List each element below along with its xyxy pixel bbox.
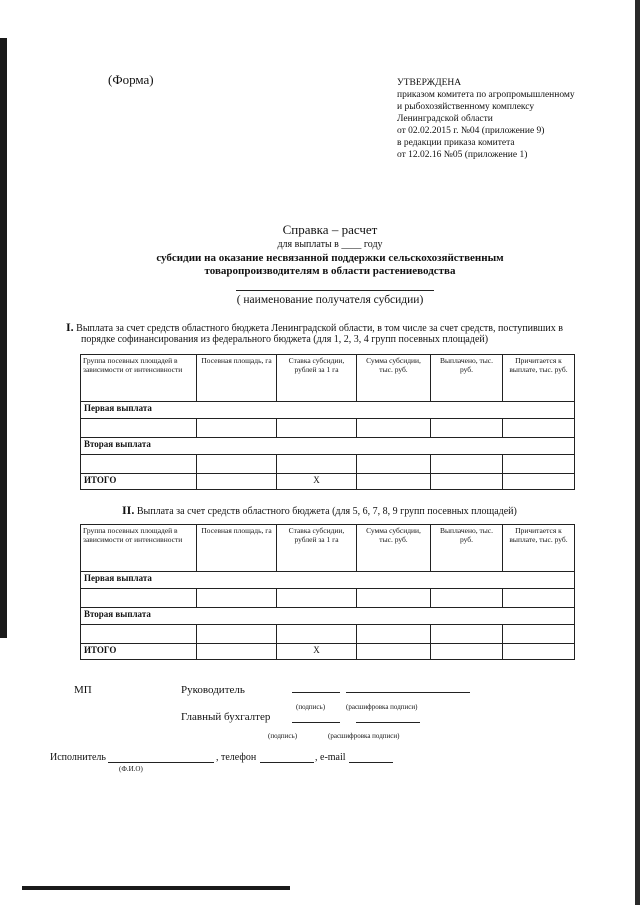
phone-field[interactable] bbox=[260, 762, 314, 763]
table-cell[interactable] bbox=[431, 474, 503, 490]
table-cell[interactable] bbox=[81, 589, 197, 608]
executor-label: Исполнитель bbox=[50, 752, 106, 763]
table-cell[interactable] bbox=[503, 455, 575, 474]
section-1-text-1: Выплата за счет средств областного бюджета Ленинградской области, в том числе за счет средств, поступивших в bbox=[76, 323, 563, 334]
document-title: Справка – расчет bbox=[282, 222, 378, 237]
phone-label: , телефон bbox=[216, 752, 257, 763]
scan-edge-bottom bbox=[22, 886, 290, 890]
first-payment-label: Первая выплата bbox=[81, 402, 575, 419]
second-payment-label: Вторая выплата bbox=[81, 608, 575, 625]
accountant-name-field[interactable] bbox=[356, 722, 420, 723]
table-cell[interactable] bbox=[197, 474, 277, 490]
scan-edge-left bbox=[0, 38, 7, 638]
table-cell[interactable] bbox=[197, 419, 277, 438]
table-row bbox=[81, 589, 575, 608]
table-cell[interactable] bbox=[81, 455, 197, 474]
approval-line: приказом комитета по агропромышленному bbox=[397, 90, 575, 100]
decode-caption: (расшифровка подписи) bbox=[328, 732, 400, 740]
chief-accountant-label: Главный бухгалтер bbox=[181, 711, 271, 723]
table-cell[interactable] bbox=[431, 625, 503, 644]
col-header-due: Причитается к выплате, тыс. руб. bbox=[503, 355, 575, 402]
section-2-table bbox=[80, 524, 575, 660]
decode-caption: (расшифровка подписи) bbox=[346, 703, 418, 711]
table-cell[interactable] bbox=[197, 455, 277, 474]
table-cell[interactable] bbox=[277, 589, 357, 608]
table-row bbox=[81, 438, 575, 455]
table-cell[interactable] bbox=[503, 625, 575, 644]
table-cell[interactable] bbox=[357, 419, 431, 438]
section-1-text-2: порядке софинансирования из федерального бюджета (для 1, 2, 3, 4 групп посевных площадей) bbox=[81, 334, 489, 345]
fio-caption: (Ф.И.О) bbox=[119, 765, 143, 773]
approval-block bbox=[397, 77, 575, 161]
form-label: (Форма) bbox=[108, 72, 154, 87]
signature-caption: (подпись) bbox=[268, 732, 298, 740]
recipient-caption: ( наименование получателя субсидии) bbox=[236, 294, 424, 306]
section-1-heading-cont bbox=[81, 334, 488, 346]
table-cell[interactable] bbox=[357, 455, 431, 474]
table-cell[interactable] bbox=[503, 474, 575, 490]
col-header-sum: Сумма субсидии, тыс. руб. bbox=[357, 525, 431, 572]
col-header-group: Группа посевных площадей в зависимости от интенсивности bbox=[81, 525, 197, 572]
email-field[interactable] bbox=[349, 762, 393, 763]
col-header-area: Посевная площадь, га bbox=[197, 355, 277, 402]
x-mark: Х bbox=[277, 474, 357, 490]
table-cell[interactable] bbox=[197, 644, 277, 660]
table-cell[interactable] bbox=[431, 589, 503, 608]
second-payment-label: Вторая выплата bbox=[81, 438, 575, 455]
approval-line: от 12.02.16 №05 (приложение 1) bbox=[397, 150, 528, 160]
total-label: ИТОГО bbox=[81, 474, 197, 490]
table-cell[interactable] bbox=[503, 644, 575, 660]
table-cell[interactable] bbox=[277, 455, 357, 474]
table-row bbox=[81, 608, 575, 625]
table-header-row bbox=[81, 525, 575, 572]
table-cell[interactable] bbox=[277, 419, 357, 438]
table-cell[interactable] bbox=[81, 419, 197, 438]
table-cell[interactable] bbox=[503, 589, 575, 608]
email-label: , e-mail bbox=[315, 752, 346, 763]
table-cell[interactable] bbox=[431, 455, 503, 474]
subtitle-line-1: субсидии на оказание несвязанной поддержки сельскохозяйственным bbox=[156, 252, 504, 264]
table-cell[interactable] bbox=[197, 625, 277, 644]
col-header-group: Группа посевных площадей в зависимости от интенсивности bbox=[81, 355, 197, 402]
table-row bbox=[81, 625, 575, 644]
table-cell[interactable] bbox=[197, 589, 277, 608]
table-row bbox=[81, 402, 575, 419]
table-cell[interactable] bbox=[277, 625, 357, 644]
signature-caption: (подпись) bbox=[296, 703, 326, 711]
section-1-heading bbox=[66, 321, 563, 335]
table-row bbox=[81, 455, 575, 474]
table-cell[interactable] bbox=[431, 644, 503, 660]
approval-line: в редакции приказа комитета bbox=[397, 138, 515, 148]
table-cell[interactable] bbox=[357, 625, 431, 644]
col-header-due: Причитается к выплате, тыс. руб. bbox=[503, 525, 575, 572]
x-mark: Х bbox=[277, 644, 357, 660]
approval-line: и рыбохозяйственному комплексу bbox=[397, 102, 535, 112]
executor-name-field[interactable] bbox=[108, 762, 214, 763]
col-header-paid: Выплачено, тыс. руб. bbox=[431, 355, 503, 402]
approval-heading: УТВЕРЖДЕНА bbox=[397, 78, 462, 88]
table-total-row bbox=[81, 644, 575, 660]
approval-line: от 02.02.2015 г. №04 (приложение 9) bbox=[397, 126, 545, 136]
first-payment-label: Первая выплата bbox=[81, 572, 575, 589]
col-header-paid: Выплачено, тыс. руб. bbox=[431, 525, 503, 572]
accountant-signature-field[interactable] bbox=[292, 722, 340, 723]
document-subtitle bbox=[60, 252, 600, 278]
section-1-table bbox=[80, 354, 575, 490]
table-cell[interactable] bbox=[357, 474, 431, 490]
table-header-row bbox=[81, 355, 575, 402]
head-label: Руководитель bbox=[181, 684, 245, 696]
head-signature-field[interactable] bbox=[292, 692, 340, 693]
year-line: для выплаты в ____ году bbox=[277, 239, 383, 250]
approval-line: Ленинградской области bbox=[397, 114, 493, 124]
table-cell[interactable] bbox=[431, 419, 503, 438]
table-cell[interactable] bbox=[81, 625, 197, 644]
section-2-heading bbox=[122, 504, 517, 518]
stamp-place-label: МП bbox=[74, 684, 92, 696]
table-cell[interactable] bbox=[357, 644, 431, 660]
scan-edge-right bbox=[635, 0, 640, 905]
table-row bbox=[81, 419, 575, 438]
head-name-field[interactable] bbox=[346, 692, 470, 693]
col-header-rate: Ставка субсидии, рублей за 1 га bbox=[277, 355, 357, 402]
section-1-numeral: I. bbox=[66, 320, 74, 334]
table-cell[interactable] bbox=[503, 419, 575, 438]
subtitle-line-2: товаропроизводителям в области растениеводства bbox=[204, 265, 456, 277]
section-2-text: Выплата за счет средств областного бюджета (для 5, 6, 7, 8, 9 групп посевных площадей) bbox=[136, 506, 517, 517]
table-cell[interactable] bbox=[357, 589, 431, 608]
total-label: ИТОГО bbox=[81, 644, 197, 660]
col-header-rate: Ставка субсидии, рублей за 1 га bbox=[277, 525, 357, 572]
table-total-row bbox=[81, 474, 575, 490]
table-row bbox=[81, 572, 575, 589]
col-header-area: Посевная площадь, га bbox=[197, 525, 277, 572]
col-header-sum: Сумма субсидии, тыс. руб. bbox=[357, 355, 431, 402]
recipient-name-field[interactable] bbox=[236, 290, 434, 291]
section-2-numeral: II. bbox=[122, 503, 135, 517]
